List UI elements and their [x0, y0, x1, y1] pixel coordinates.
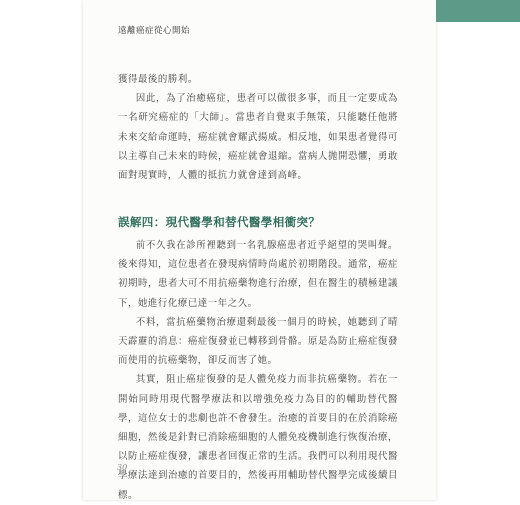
paragraph: 不料，當抗癌藥物治療還剩最後一個月的時候，她聽到了晴天霹靂的消息：癌症復發並已轉移到骨骼。原是為防止癌症復發而使用的抗癌藥物，卻反而害了她。 [118, 316, 398, 367]
section1-body [118, 70, 398, 185]
accent-band [436, 0, 520, 22]
page-number: 30 [117, 463, 128, 472]
running-head: 遠離癌症從心開始 [118, 26, 191, 36]
paragraph: 前不久我在診所裡聽到一名乳腺癌患者近乎絕望的哭叫聲。後來得知，這位患者在發現病情時尚處於初期階段。通常，癌症初期時，患者大可不用抗癌藥物進行治療，但在醫生的積極建議下，她進行化療已達一年之久。 [118, 240, 398, 309]
section-heading: 誤解四：現代醫學和替代醫學相衝突？ [118, 215, 321, 229]
section2-body [118, 236, 398, 505]
paragraph: 因此，為了治癒癌症，患者可以做很多事，而且一定要成為一名研究癌症的「大師」。當患者自覺束手無策，只能聽任他將未來交給命運時，癌症就會耀武揚威。相反地，如果患者覺得可以主導自己未來的時候，癌症就會退縮。當病人拋開恐懼，勇敢面對現實時，人體的抵抗力就會達到高峰。 [118, 93, 398, 182]
paragraph: 獲得最後的勝利。 [118, 74, 198, 85]
paragraph: 其實，阻止癌症復發的是人體免疫力而非抗癌藥物。若在一開始同時用現代醫學療法和以增強免疫力為目的的輔助替代醫學，這位女士的悲劇也許不會發生。治癒的首要目的在於消除癌細胞，然後是針對已消除癌細胞的人體免疫機制進行恢復治療，以防止癌症復發，讓患者回復正常的生活。我們可以利用現代醫學療法達到治癒的首要目的，然後再用輔助替代醫學完成後續目標。 [118, 374, 398, 501]
